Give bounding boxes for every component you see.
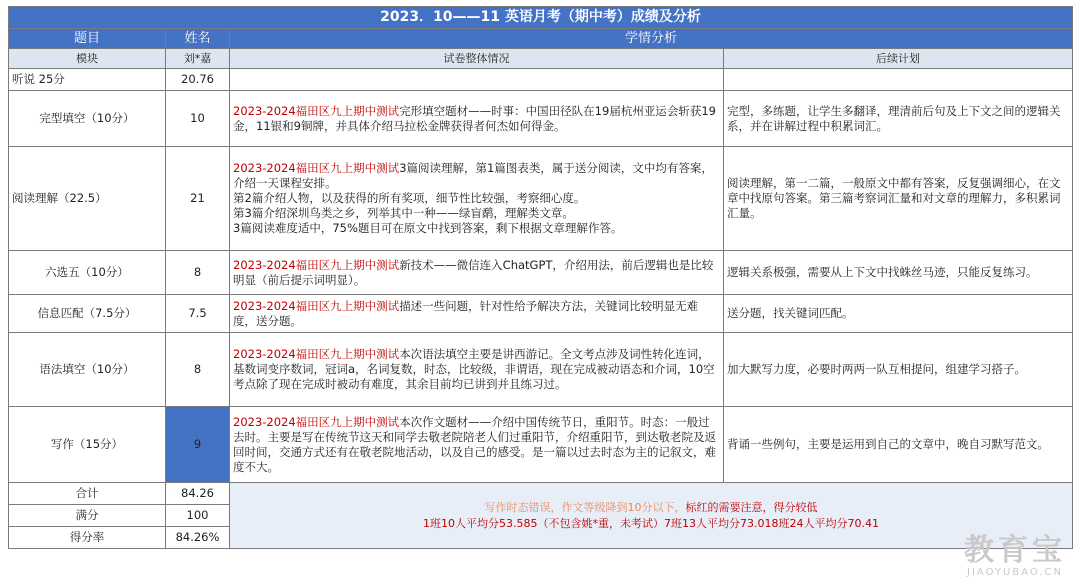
source-tag: 2023-2024福田区九上期中测试 xyxy=(233,257,400,272)
note-line-2: 1班10人平均分53.585（不包含姚*重，未考试）7班13人平均分73.018班24人平均分70.41 xyxy=(423,516,879,530)
source-tag: 2023-2024福田区九上期中测试 xyxy=(233,298,400,313)
subheader-student: 刘*嘉 xyxy=(166,49,230,69)
row-item: 阅读理解（22.5） xyxy=(9,147,166,251)
summary-value: 84.26 xyxy=(166,483,230,505)
watermark-logo: 教育宝 JIAOYUBAO.CN xyxy=(964,533,1066,578)
summary-value: 84.26% xyxy=(166,527,230,549)
note-line-1: 写作时态错误，作文等级降到10分以下，标红的需要注意，得分较低 xyxy=(484,500,818,514)
row-overview xyxy=(230,147,724,251)
row-item: 听说 25分 xyxy=(9,69,166,91)
row-plan: 完型，多练题，让学生多翻译，理清前后句及上下文之间的逻辑关系，并在讲解过程中积累词汇。 xyxy=(724,91,1073,147)
table-row xyxy=(9,333,1073,407)
summary-row xyxy=(9,483,1073,505)
source-tag: 2023-2024福田区九上期中测试 xyxy=(233,161,400,175)
subheader-overview: 试卷整体情况 xyxy=(230,49,724,69)
row-score: 10 xyxy=(166,91,230,147)
summary-label: 得分率 xyxy=(9,527,166,549)
table-row xyxy=(9,147,1073,251)
row-score: 8 xyxy=(166,333,230,407)
summary-label: 满分 xyxy=(9,505,166,527)
row-overview xyxy=(230,333,724,407)
header-item: 题目 xyxy=(9,29,166,49)
row-plan: 阅读理解，第一二篇，一般原文中都有答案，反复强调细心，在文章中找原句答案。第三篇考察词汇量和对文章的理解力，多积累词汇量。 xyxy=(724,147,1073,251)
overview-text: 本次语法填空主要是讲西游记。全文考点涉及词性转化连词，基数词变序数词，冠词a，名词复数，时态，比较级，非谓语，现在完成被动语态和介词，10空考点除了现在完成时被动有难度，其余目前均已讲到并且练习过。 xyxy=(233,347,715,391)
row-overview xyxy=(230,91,724,147)
summary-label: 合计 xyxy=(9,483,166,505)
row-overview xyxy=(230,251,724,295)
row-score: 8 xyxy=(166,251,230,295)
table-row xyxy=(9,69,1073,91)
row-overview xyxy=(230,69,724,91)
row-item: 完型填空（10分） xyxy=(9,91,166,147)
table-title: 2023．10——11 英语月考（期中考）成绩及分析 xyxy=(9,7,1073,29)
row-plan: 逻辑关系极强，需要从上下文中找蛛丝马迹，只能反复练习。 xyxy=(724,251,1073,295)
summary-value: 100 xyxy=(166,505,230,527)
overview-text: 描述一些问题，针对性给予解决方法，关键词比较明显无难度，送分题。 xyxy=(233,298,699,328)
row-item: 六选五（10分） xyxy=(9,251,166,295)
row-score: 7.5 xyxy=(166,295,230,333)
source-tag: 2023-2024福田区九上期中测试 xyxy=(233,414,400,429)
overview-text: 完形填空题材——时事：中国田径队在19届杭州亚运会斩获19金，11银和9铜牌，并具体介绍马拉松金牌获得者何杰如何得金。 xyxy=(233,103,716,133)
overview-text: 3篇阅读理解，第1篇图表类，属于送分阅读，文中均有答案，介绍一天课程安排。 第2篇介绍人物，以及获得的所有奖项，细节性比较强，考察细心度。 第3篇介绍深圳鸟类之乡，列举其中一种——绿盲鹬，理解类文章。 3篇阅读难度适中，75%题目可在原文中找到答案，剩下根据文章理解作答。 xyxy=(233,161,713,235)
row-plan: 送分题，找关键词匹配。 xyxy=(724,295,1073,333)
overview-text: 本次作文题材——介绍中国传统节日，重阳节。时态：一般过去时。主要是写在传统节这天和同学去敬老院陪老人们过重阳节，介绍重阳节，到达敬老院及返回时间，交通方式还有在敬老院地活动，以及自己的感受。是一篇以过去时态为主的记叙文，难度不大。 xyxy=(233,414,716,474)
source-tag: 2023-2024福田区九上期中测试 xyxy=(233,103,400,118)
row-score-selected[interactable]: 9 xyxy=(166,407,230,483)
row-item: 语法填空（10分） xyxy=(9,333,166,407)
row-score: 21 xyxy=(166,147,230,251)
source-tag: 2023-2024福田区九上期中测试 xyxy=(233,347,400,361)
score-analysis-table xyxy=(8,6,1073,549)
class-average-note xyxy=(230,483,1073,549)
subheader-plan: 后续计划 xyxy=(724,49,1073,69)
header-analysis: 学情分析 xyxy=(230,29,1073,49)
row-plan xyxy=(724,69,1073,91)
header-name: 姓名 xyxy=(166,29,230,49)
table-row xyxy=(9,251,1073,295)
subheader-module: 模块 xyxy=(9,49,166,69)
row-item: 写作（15分） xyxy=(9,407,166,483)
row-item: 信息匹配（7.5分） xyxy=(9,295,166,333)
table-row xyxy=(9,91,1073,147)
overview-text: 新技术——微信连入ChatGPT，介绍用法，前后逻辑也是比较明显（前后提示词明显）。 xyxy=(233,257,714,287)
table-row xyxy=(9,295,1073,333)
row-plan: 加大默写力度，必要时两两一队互相提问，组建学习搭子。 xyxy=(724,333,1073,407)
row-score: 20.76 xyxy=(166,69,230,91)
row-overview xyxy=(230,295,724,333)
table-row xyxy=(9,407,1073,483)
row-plan: 背诵一些例句，主要是运用到自己的文章中，晚自习默写范文。 xyxy=(724,407,1073,483)
row-overview xyxy=(230,407,724,483)
